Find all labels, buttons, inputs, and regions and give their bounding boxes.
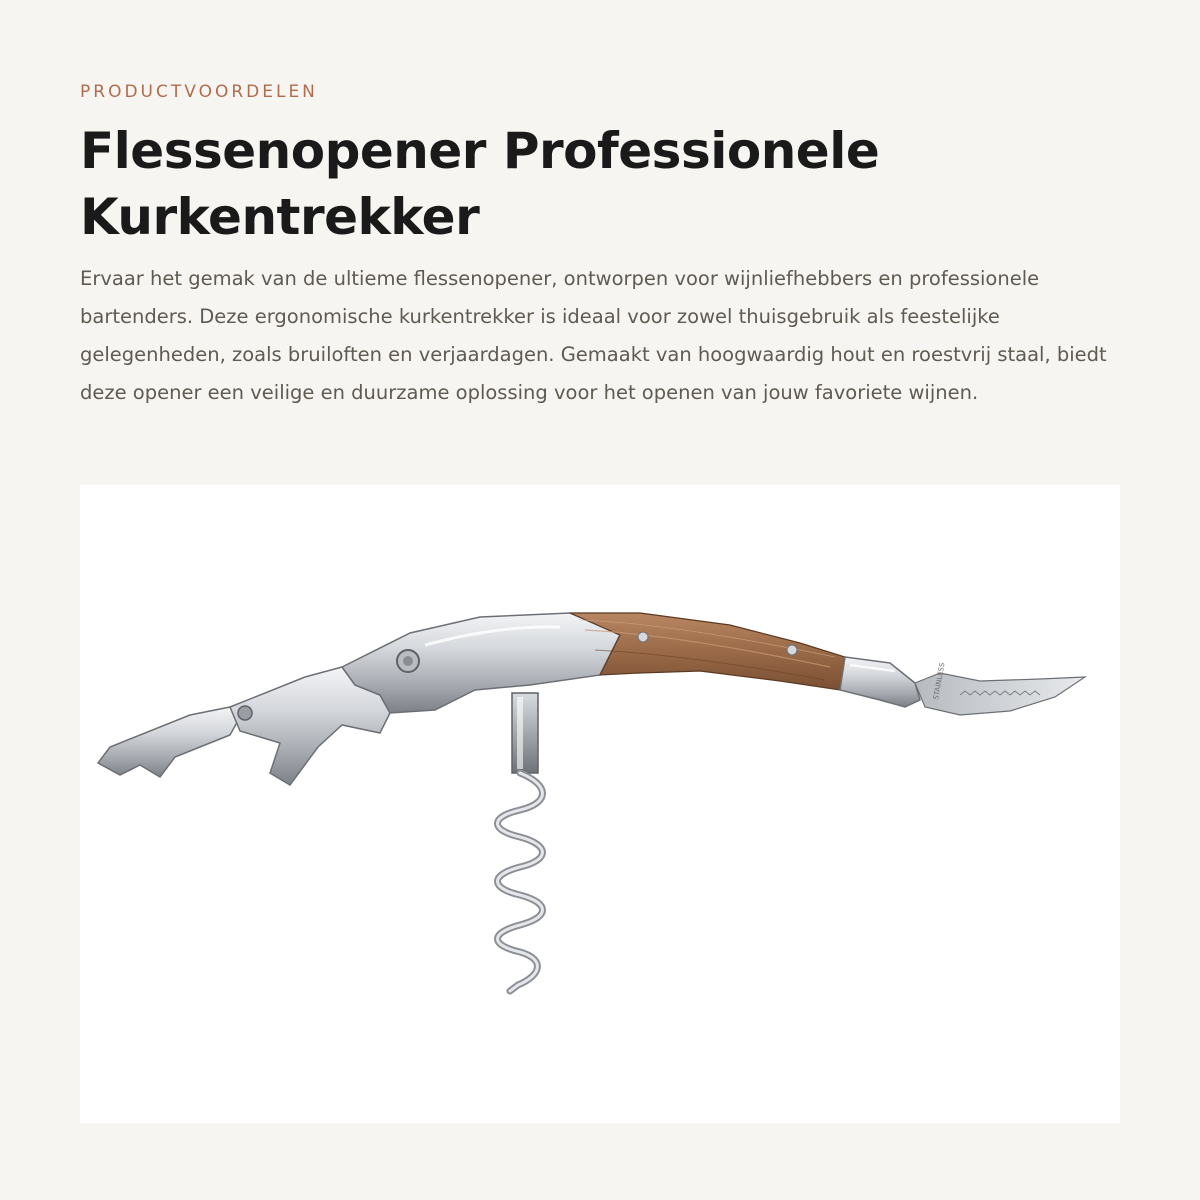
corkscrew-illustration xyxy=(80,485,1120,1123)
spiral-worm xyxy=(498,773,543,991)
section-eyebrow: PRODUCTVOORDELEN xyxy=(80,82,318,102)
product-description: Ervaar het gemak van de ultieme flessenopener, ontworpen voor wijnliefhebbers en professionele bartenders. Deze ergonomische kurkentrekker is ideaal voor zowel thuisgebruik als feestelijke gelegenheden, zoals bruiloften en verjaardagen. Gemaakt van hoogwaardig hout en roestvrij staal, biedt deze opener een veilige en duurzame oplossing voor het openen van jouw favoriete wijnen. xyxy=(80,267,1107,404)
lever-arm xyxy=(98,667,390,785)
product-benefits-section xyxy=(80,0,1120,1200)
wooden-handle xyxy=(570,613,845,690)
opener-body xyxy=(342,613,620,713)
product-image xyxy=(80,485,1120,1123)
foil-cutter-blade xyxy=(915,662,1085,715)
blade-engraving: STAINLESS xyxy=(932,662,947,701)
worm-shank xyxy=(512,693,538,773)
end-bolster xyxy=(840,657,920,707)
product-title: Flessenopener Professionele Kurkentrekker xyxy=(80,122,880,246)
